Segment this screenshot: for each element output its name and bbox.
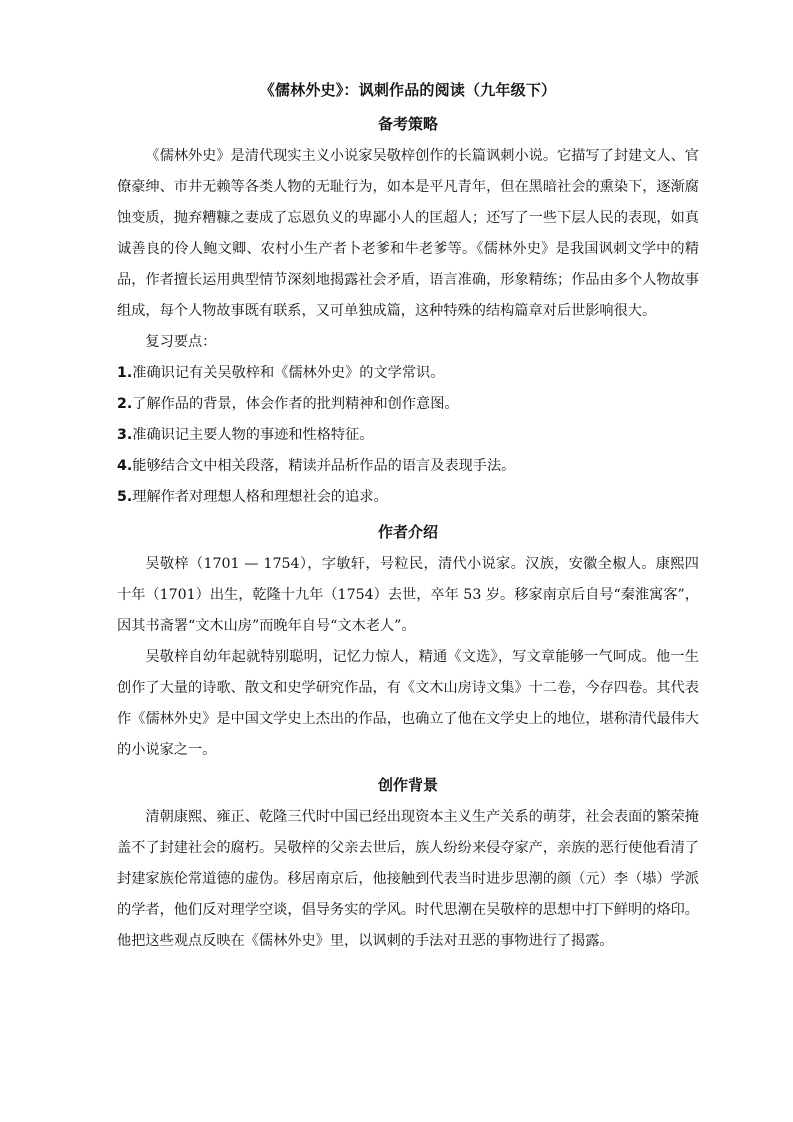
list-item: [117, 451, 699, 482]
section-exam-strategy: [117, 113, 699, 513]
document-title: 《儒林外史》：讽刺作品的阅读（九年级下）: [259, 81, 557, 99]
list-number: 2.: [117, 396, 133, 412]
list-number: 5.: [117, 489, 133, 505]
list-number: 1.: [117, 365, 133, 381]
paragraph: 吴敬梓（1701 — 1754），字敏轩，号粒民，清代小说家。汉族，安徽全椒人。康熙四十年（1701）出生，乾隆十九年（1754）去世，卒年 53 岁。移家南京后自号“秦淮寓客”，因其书斋署“文木山房”而晚年自号“文木老人”。: [117, 556, 699, 634]
review-points-label: 复习要点：: [145, 334, 217, 350]
list-item: [117, 358, 699, 389]
list-text: 准确识记有关吴敬梓和《儒林外史》的文学常识。: [132, 365, 445, 381]
paragraph: 《儒林外史》是清代现实主义小说家吴敬梓创作的长篇讽刺小说。它描写了封建文人、官僚豪绅、市井无赖等各类人物的无耻行为，如本是平凡青年，但在黑暗社会的熏染下，逐渐腐蚀变质，抛弃糟糠之妻成了忘恩负义的卑鄙小人的匡超人；还写了一些下层人民的表现，如真诚善良的伶人鲍文卿、农村小生产者卜老爹和牛老爹等。《儒林外史》是我国讽刺文学中的精品，作者擅长运用典型情节深刻地揭露社会矛盾，语言准确，形象精练；作品由多个人物故事组成，每个人物故事既有联系，又可单独成篇，这种特殊的结构篇章对后世影响很大。: [117, 148, 699, 319]
review-points-list: [117, 358, 699, 513]
document-content: [117, 79, 699, 957]
section-author-intro: [117, 521, 699, 766]
section-heading: 作者介绍: [377, 523, 438, 541]
list-number: 3.: [117, 427, 133, 443]
list-number: 4.: [117, 458, 133, 474]
section-creation-background: [117, 774, 699, 957]
paragraph: 清朝康熙、雍正、乾隆三代时中国已经出现资本主义生产关系的萌芽，社会表面的繁荣掩盖不了封建社会的腐朽。吴敬梓的父亲去世后，族人纷纷来侵夺家产，亲族的恶行使他看清了封建家族伦常道德的虚伪。移居南京后，他接触到代表当时进步思潮的颜（元）李（塨）学派的学者，他们反对理学空谈，倡导务实的学风。时代思潮在吴敬梓的思想中打下鲜明的烙印。他把这些观点反映在《儒林外史》里，以讽刺的手法对丑恶的事物进行了揭露。: [117, 809, 699, 949]
section-heading: 备考策略: [377, 115, 438, 133]
list-item: [117, 389, 699, 420]
paragraph: 吴敬梓自幼年起就特别聪明，记忆力惊人，精通《文选》，写文章能够一气呵成。他一生创作了大量的诗歌、散文和史学研究作品，有《文木山房诗文集》十二卷，今存四卷。其代表作《儒林外史》是中国文学史上杰出的作品，也确立了他在文学史上的地位，堪称清代最伟大的小说家之一。: [117, 649, 699, 758]
list-text: 能够结合文中相关段落，精读并品析作品的语言及表现手法。: [132, 458, 516, 474]
list-item: [117, 420, 699, 451]
list-text: 了解作品的背景，体会作者的批判精神和创作意图。: [132, 396, 459, 412]
list-text: 准确识记主要人物的事迹和性格特征。: [132, 427, 374, 443]
list-item: [117, 482, 699, 513]
section-heading: 创作背景: [377, 776, 438, 794]
list-text: 理解作者对理想人格和理想社会的追求。: [132, 489, 388, 505]
